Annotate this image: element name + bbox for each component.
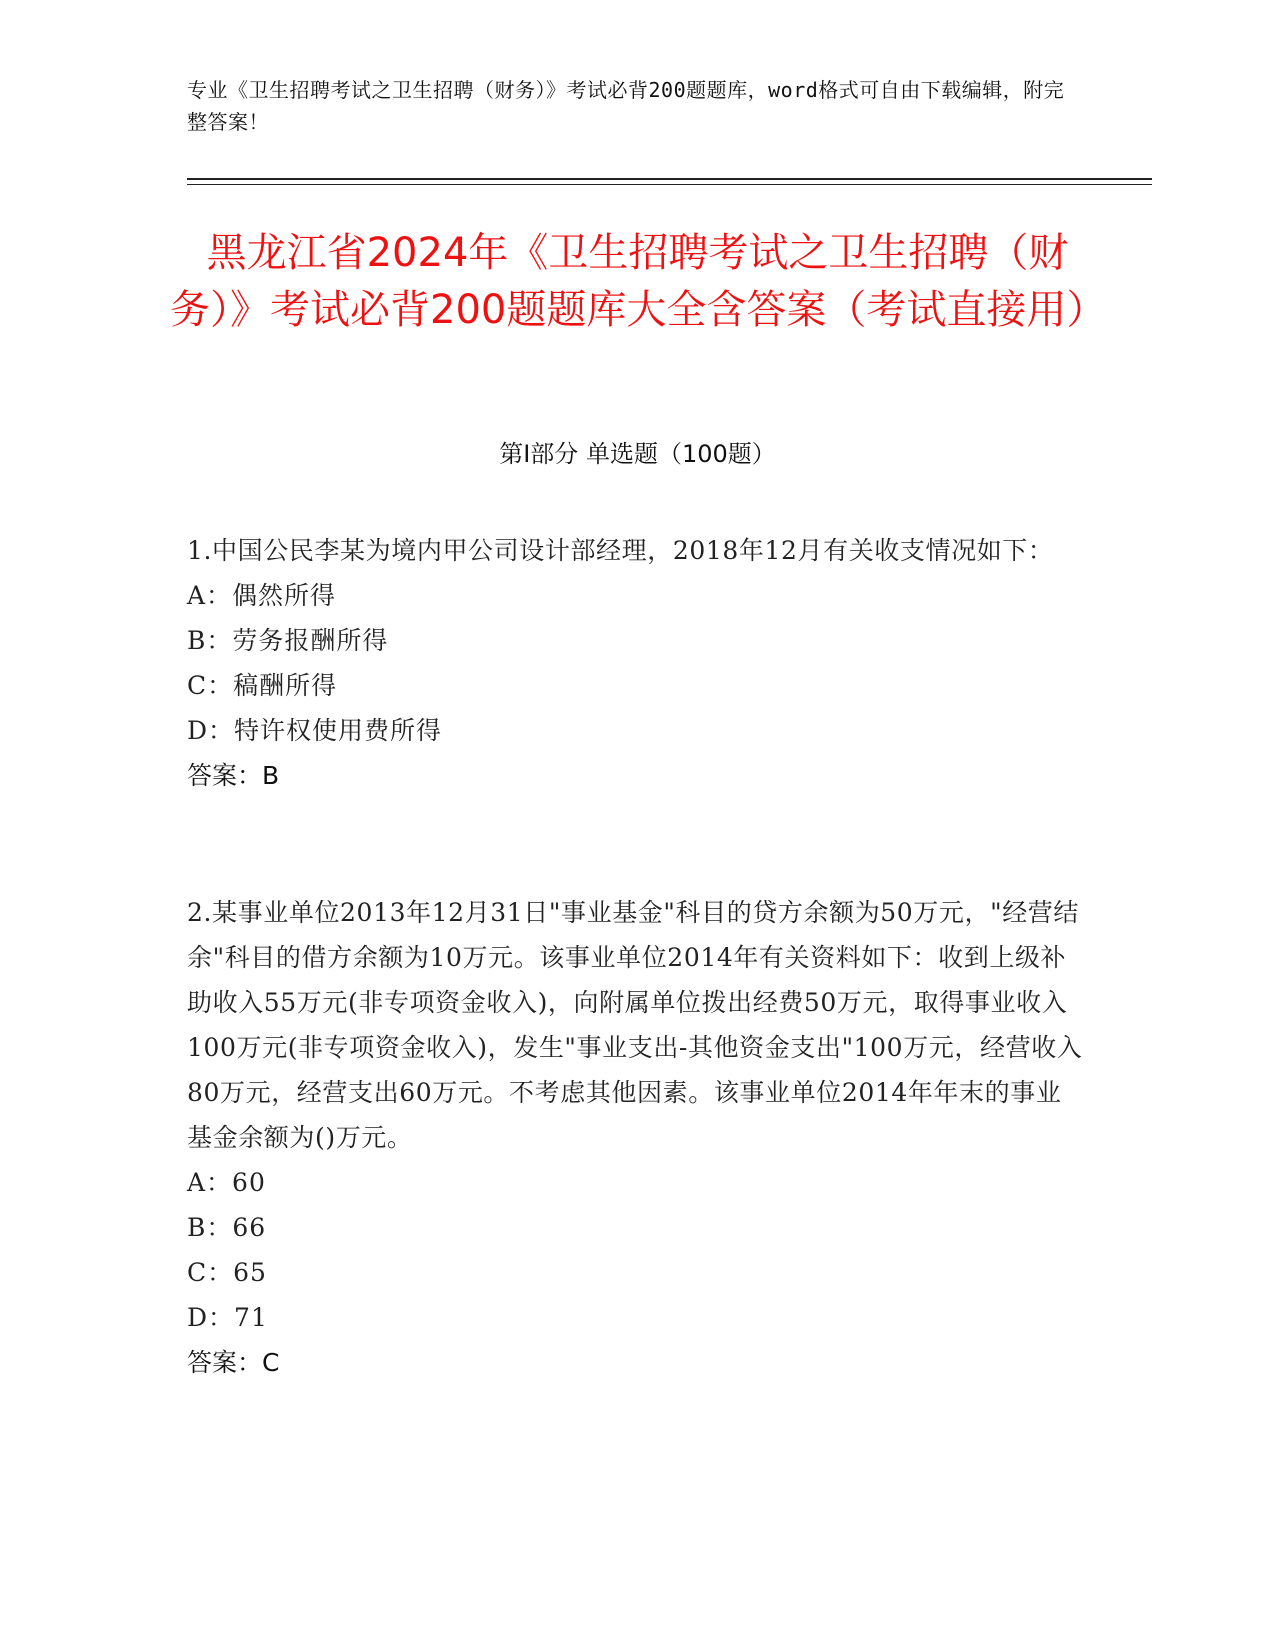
question-1 (187, 528, 1087, 798)
option-a: A：60 (187, 1168, 266, 1197)
option-a: A：偶然所得 (187, 581, 337, 610)
option-d: D：71 (187, 1303, 268, 1332)
option-d: D：特许权使用费所得 (187, 716, 443, 745)
header-divider-thin (187, 184, 1152, 185)
option-b: B：66 (187, 1213, 267, 1242)
question-stem: 1.中国公民李某为境内甲公司设计部经理，2018年12月有关收支情况如下： (187, 536, 1054, 565)
option-b: B：劳务报酬所得 (187, 626, 389, 655)
answer: 答案：C (187, 1348, 280, 1377)
option-c: C：稿酬所得 (187, 671, 338, 700)
header-note: 专业《卫生招聘考试之卫生招聘（财务）》考试必背200题题库，word格式可自由下载编辑，附完整答案！ (187, 78, 1065, 134)
answer: 答案：B (187, 761, 280, 790)
question-stem: 2.某事业单位2013年12月31日"事业基金"科目的贷方余额为50万元，"经营结余"科目的借方余额为10万元。该事业单位2014年有关资料如下：收到上级补助收入55万元(非专项资金收入)，向附属单位拨出经费50万元，取得事业收入100万元(非专项资金收入)，发生"事业支出-其他资金支出"100万元，经营收入80万元，经营支出60万元。不考虑其他因素。该事业单位2014年年末的事业基金余额为()万元。 (187, 898, 1083, 1152)
document-title: 黑龙江省2024年《卫生招聘考试之卫生招聘（财务）》考试必背200题题库大全含答案（考试直接用） (170, 230, 1107, 333)
option-c: C：65 (187, 1258, 267, 1287)
header-divider-thick (187, 178, 1152, 180)
section-heading: 第Ⅰ部分 单选题（100题） (499, 440, 776, 468)
question-2 (187, 890, 1087, 1385)
